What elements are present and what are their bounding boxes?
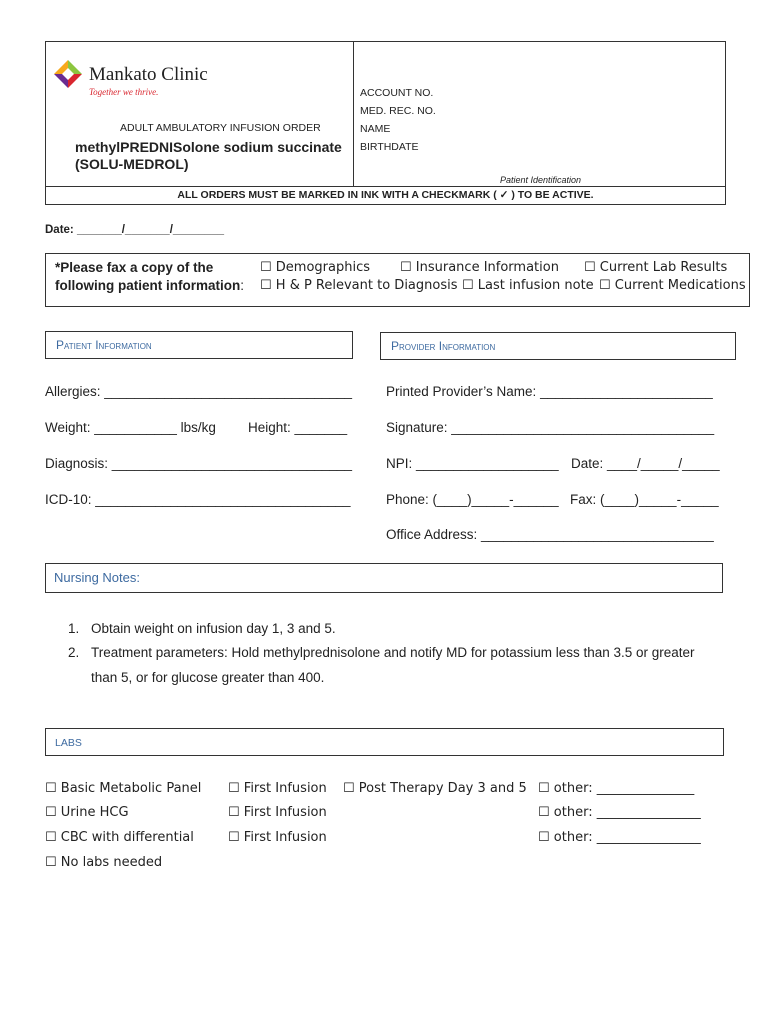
- checkmark-notice: ALL ORDERS MUST BE MARKED IN INK WITH A CHECKMARK ( ✓ ) TO BE ACTIVE.: [177, 189, 594, 201]
- nursing-notes-header-box: [45, 563, 723, 593]
- patient-info-heading: Patient Information: [56, 338, 152, 352]
- order-type: ADULT AMBULATORY INFUSION ORDER: [120, 122, 321, 134]
- fax-hp-checkbox[interactable]: ☐ H & P Relevant to Diagnosis: [260, 278, 458, 293]
- lab-no-labs-checkbox[interactable]: ☐ No labs needed: [45, 855, 163, 870]
- nursing-notes-heading: Nursing Notes:: [54, 570, 140, 585]
- med-rec-no-field: MED. REC. NO.: [360, 105, 436, 117]
- fax-label-line1: *Please fax a copy of the: [55, 260, 214, 275]
- allergies-field[interactable]: Allergies: _________________________________: [45, 384, 353, 399]
- office-address-field[interactable]: Office Address: _______________________________: [386, 527, 714, 542]
- height-field[interactable]: Height: _______: [248, 420, 348, 435]
- mankato-clinic-logo-icon: [52, 58, 84, 90]
- lab-bmp-checkbox[interactable]: ☐ Basic Metabolic Panel: [45, 781, 202, 796]
- lab-bmp-first-infusion-checkbox[interactable]: ☐ First Infusion: [228, 781, 327, 796]
- header-divider-vertical: [353, 41, 354, 186]
- lab-cbc-checkbox[interactable]: ☐ CBC with differential: [45, 830, 194, 845]
- lab-other-3-checkbox[interactable]: ☐ other: ________________: [538, 830, 701, 845]
- nursing-note-2-line2: than 5, or for glucose greater than 400.: [91, 670, 325, 685]
- lab-other-2-checkbox[interactable]: ☐ other: ________________: [538, 805, 701, 820]
- birthdate-field: BIRTHDATE: [360, 141, 419, 153]
- nursing-note-2-line1: Treatment parameters: Hold methylprednisolone and notify MD for potassium less than 3.5 or greater: [91, 645, 695, 660]
- patient-id-caption: Patient Identification: [500, 175, 582, 185]
- fax-last-infusion-checkbox[interactable]: ☐ Last infusion note: [462, 278, 594, 293]
- date-blank: _______/_______/________: [73, 224, 225, 236]
- fax-insurance-checkbox[interactable]: ☐ Insurance Information: [400, 260, 559, 275]
- nursing-note-1-number: 1.: [68, 621, 80, 636]
- fax-current-meds-checkbox[interactable]: ☐ Current Medications: [599, 278, 746, 293]
- lab-cbc-first-infusion-checkbox[interactable]: ☐ First Infusion: [228, 830, 327, 845]
- nursing-note-2-number: 2.: [68, 645, 80, 660]
- logo-tagline: Together we thrive.: [89, 87, 159, 97]
- fax-current-labs-checkbox[interactable]: ☐ Current Lab Results: [584, 260, 728, 275]
- provider-name-field[interactable]: Printed Provider’s Name: _______________________: [386, 384, 713, 399]
- labs-heading: LABS: [55, 737, 82, 749]
- diagnosis-field[interactable]: Diagnosis: ________________________________: [45, 456, 353, 471]
- fax-label-line2: [55, 278, 244, 293]
- nursing-note-1: Obtain weight on infusion day 1, 3 and 5.: [91, 621, 336, 636]
- fax-label-colon: :: [240, 278, 244, 293]
- fax-field[interactable]: Fax: (____)_____-_____: [570, 492, 719, 507]
- lab-hcg-first-infusion-checkbox[interactable]: ☐ First Infusion: [228, 805, 327, 820]
- phone-field[interactable]: Phone: (____)_____-______: [386, 492, 559, 507]
- date-line: [45, 224, 224, 236]
- drug-name: methylPREDNISolone sodium succinate: [75, 139, 342, 155]
- lab-other-1-checkbox[interactable]: ☐ other: _______________: [538, 781, 695, 796]
- fax-demographics-checkbox[interactable]: ☐ Demographics: [260, 260, 370, 275]
- logo-name: Mankato Clinic: [89, 64, 208, 85]
- provider-info-heading: Provider Information: [391, 339, 496, 353]
- weight-field[interactable]: Weight: ___________ lbs/kg: [45, 420, 216, 435]
- npi-field[interactable]: NPI: ___________________: [386, 456, 559, 471]
- labs-header-box: [45, 728, 724, 756]
- date-label: Date:: [45, 224, 74, 236]
- account-no-field: ACCOUNT NO.: [360, 87, 434, 99]
- fax-label-line2-text: following patient information: [55, 278, 241, 293]
- lab-post-therapy-checkbox[interactable]: ☐ Post Therapy Day 3 and 5: [343, 781, 527, 796]
- drug-brand: (SOLU-MEDROL): [75, 156, 189, 172]
- name-field: NAME: [360, 123, 391, 135]
- header-divider-horizontal: [45, 186, 726, 187]
- signature-field[interactable]: Signature: ___________________________________: [386, 420, 715, 435]
- icd10-field[interactable]: ICD-10: __________________________________: [45, 492, 351, 507]
- provider-date-field[interactable]: Date: ____/_____/_____: [571, 456, 720, 471]
- lab-urine-hcg-checkbox[interactable]: ☐ Urine HCG: [45, 805, 129, 820]
